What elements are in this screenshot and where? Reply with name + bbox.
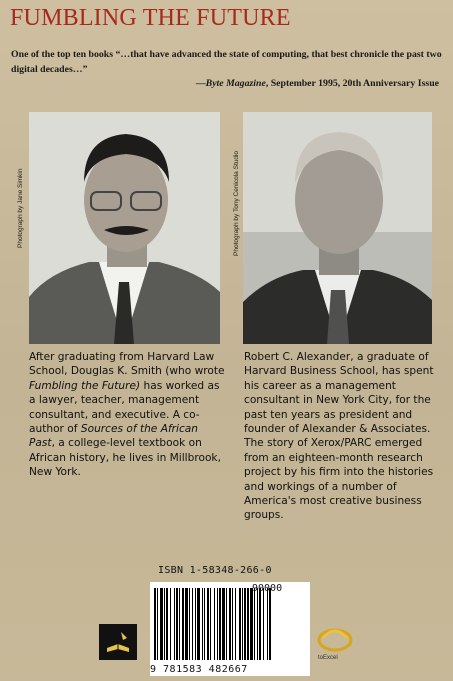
author-bio-smith [29,350,225,480]
bio-left-book-title: Fumbling the Future) [29,379,141,392]
bio-left-book-title2: Sources of the African Past [29,423,199,450]
author-photo-alexander [243,112,432,344]
bio-left-part3: , a college-level textbook on African history, he lives in Millbrook, New York. [29,437,221,479]
attribution-dash: — [195,78,206,89]
author-photo-smith [29,112,220,344]
attribution-details: , September 1995, 20th Anniversary Issue [265,78,439,89]
isbn-text: ISBN 1-58348-266-0 [158,565,272,576]
photo-credit-right: Photograph by Tony Cenicola Studio [233,150,240,256]
price-code: 90000 [252,583,283,594]
quote-attribution [196,78,439,89]
bio-left-part1: After graduating from Harvard Law School, Douglas K. Smith (who wrote [29,351,225,378]
review-quote: One of the top ten books “…that have advanced the state of computing, that best chronicle the past two digital decades…” [11,49,442,75]
barcode-digits: 9 781583 482667 [150,664,248,675]
barcode [150,582,310,676]
attribution-source: Byte Magazine [205,78,266,89]
photo-credit-left: Photograph by Jane Simkin [17,168,24,248]
author-bio-alexander: Robert C. Alexander, a graduate of Harvard Business School, has spent his career as a management consultant in New York City, for the past ten years as president and founder of Alexander & Associates. The story of Xerox/PARC emerged from an eighteen-month research project by his firm into the histories and workings of a number of America's most creative business groups. [244,351,434,522]
bio-left-part2: has worked as a lawyer, teacher, management consultant, and executive. A co-author of [29,379,220,436]
toexcel-logo-text: toExcel [318,655,338,661]
publisher-book-logo [99,624,137,660]
book-title: FUMBLING THE FUTURE [10,5,291,31]
